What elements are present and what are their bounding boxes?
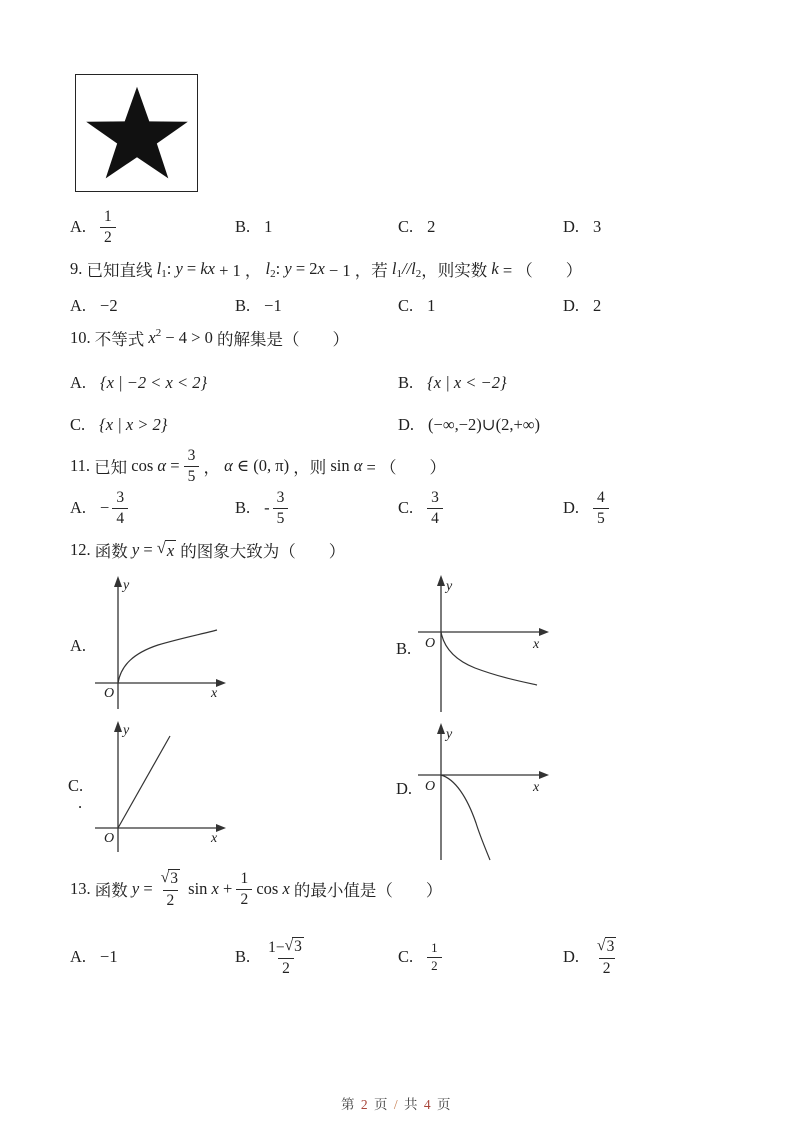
fraction <box>273 489 289 528</box>
math-fn: cos <box>252 879 283 898</box>
option-label: B. <box>235 296 251 315</box>
fraction <box>427 941 442 974</box>
math-var: α <box>353 456 363 475</box>
graph-a-label: A. <box>70 636 87 655</box>
q11-option-d <box>563 484 609 532</box>
option-label: B. <box>235 498 251 517</box>
stem-text: 的最小值是（ ） <box>289 881 443 900</box>
radical-sign: √ <box>597 936 606 954</box>
fraction <box>184 447 200 486</box>
option-label: C. <box>398 217 414 236</box>
star-icon <box>79 78 195 188</box>
fig-option-d <box>563 206 601 248</box>
fraction-denominator: 2 <box>599 958 615 978</box>
option-label: D. <box>563 498 580 517</box>
page-number: 2 <box>360 1097 370 1112</box>
q10-option-a <box>70 364 207 402</box>
fraction <box>100 208 116 247</box>
fraction-numerator: 3 <box>431 488 439 506</box>
numerator-text: 1− <box>268 938 285 956</box>
math-var: l <box>391 259 397 278</box>
stem-text: = <box>139 540 157 559</box>
q13-option-b <box>235 930 308 984</box>
fraction-denominator: 5 <box>273 508 289 528</box>
stem-text: + <box>218 879 237 898</box>
q9-option-a <box>70 292 118 320</box>
option-value: −1 <box>100 947 118 966</box>
fraction-denominator: 2 <box>236 889 252 909</box>
fraction <box>236 870 252 909</box>
q10-option-b <box>398 364 507 402</box>
origin-label: O <box>425 636 436 651</box>
stem-text: + 1 ， <box>214 261 266 280</box>
radical-sign: √ <box>160 868 170 886</box>
math-var: y <box>175 259 183 278</box>
graph-b-label: B. <box>396 639 412 658</box>
stray-dot: . <box>78 793 83 812</box>
fraction-numerator <box>593 937 620 958</box>
fraction-numerator: 3 <box>276 488 285 506</box>
math-var: y <box>131 540 140 559</box>
falling-curve <box>441 775 490 860</box>
math-var: l <box>156 259 162 278</box>
q13-stem <box>70 860 442 918</box>
sqrt-expression <box>157 539 176 560</box>
fig-option-b <box>235 206 272 248</box>
question-number: 9. <box>70 259 87 278</box>
math-var: α <box>224 456 233 475</box>
subscript: 1 <box>161 267 167 280</box>
option-label: A. <box>70 217 87 236</box>
radicand: 3 <box>294 938 302 956</box>
stem-text: = <box>182 259 201 278</box>
radical-sign: √ <box>284 936 294 954</box>
footer-text: 页 <box>432 1097 452 1112</box>
y-axis-arrow <box>437 575 445 586</box>
origin-label: O <box>104 686 115 701</box>
radical-sign: √ <box>156 538 166 558</box>
graph-d-label: D. <box>396 779 413 798</box>
sqrt-expression <box>597 937 616 957</box>
option-label: A. <box>70 947 87 966</box>
stem-text: = 2 <box>291 259 318 278</box>
sqrt-expression <box>161 869 180 889</box>
fraction-denominator: 4 <box>112 508 128 528</box>
fraction-numerator: 3 <box>116 488 125 506</box>
x-axis-label: x <box>211 831 218 846</box>
graph-option-d <box>413 720 555 867</box>
subscript: 2 <box>270 267 276 280</box>
math-var: l <box>265 259 271 278</box>
stem-text: : <box>166 259 176 278</box>
graph-d-plot <box>413 720 555 862</box>
fraction-denominator: 2 <box>100 227 116 247</box>
fraction <box>112 489 128 528</box>
footer-text: 页 <box>369 1097 394 1112</box>
fig-option-a <box>70 206 116 248</box>
option-value: {x | −2 < x < 2} <box>100 373 208 392</box>
fraction-denominator: 2 <box>278 958 294 978</box>
option-label: B. <box>235 947 251 966</box>
fraction-denominator: 2 <box>427 957 442 974</box>
subscript: 2 <box>415 267 422 280</box>
option-label: D. <box>563 296 580 315</box>
fraction <box>264 937 308 978</box>
question-number: 10. <box>70 328 95 347</box>
option-value: {x | x > 2} <box>99 415 168 434</box>
q10-option-c <box>70 406 167 444</box>
superscript: 2 <box>155 326 162 339</box>
footer-text: 第 <box>340 1097 361 1112</box>
option-value: {x | x < −2} <box>427 373 507 392</box>
math-var: y <box>131 879 140 898</box>
fraction-denominator: 5 <box>184 466 200 486</box>
stem-text: 的解集是（ ） <box>216 330 349 349</box>
radicand: x <box>166 540 175 560</box>
page-footer <box>0 1093 793 1113</box>
y-axis-label: y <box>446 727 453 742</box>
y-axis-label: y <box>446 579 453 594</box>
q13-option-c <box>398 930 442 984</box>
fraction <box>157 869 184 910</box>
stem-text: 已知直线 <box>86 261 157 280</box>
sqrt-curve <box>118 630 217 683</box>
x-axis-label: x <box>211 686 218 701</box>
fraction-denominator: 2 <box>163 890 179 910</box>
option-label: A. <box>70 296 87 315</box>
math-var: y <box>284 259 292 278</box>
math-var: x <box>148 328 156 347</box>
math-var: x <box>211 879 219 898</box>
fraction-denominator: 4 <box>427 508 443 528</box>
q11-option-a <box>70 484 128 532</box>
parallel-slashes: // <box>401 259 412 278</box>
straight-line <box>118 736 170 828</box>
fraction-numerator: 4 <box>597 488 605 506</box>
fraction-numerator: 1 <box>431 939 438 955</box>
graph-option-c <box>90 718 232 859</box>
fraction-numerator <box>264 937 308 958</box>
stem-text: ，则 <box>289 458 331 477</box>
q9-option-c <box>398 292 435 320</box>
option-label: D. <box>398 415 415 434</box>
graph-option-b <box>413 572 555 719</box>
question-number: 13. <box>70 879 95 898</box>
stem-text: 不等式 <box>94 330 149 349</box>
x-axis-label: x <box>533 780 540 795</box>
fraction <box>593 489 609 528</box>
origin-label: O <box>104 831 115 846</box>
origin-label: O <box>425 779 436 794</box>
stem-text: ，则实数 <box>421 261 492 280</box>
stem-text: = （ ） <box>498 261 583 280</box>
stem-text: ， <box>199 458 225 477</box>
minus-sign: - <box>264 498 270 517</box>
math-var: α <box>157 456 167 475</box>
stem-text: − 1 ，若 <box>324 261 392 280</box>
graph-b-plot <box>413 572 555 714</box>
math-var: kx <box>200 259 215 278</box>
option-value: 1 <box>427 296 436 315</box>
fraction-denominator: 5 <box>593 508 609 528</box>
math-fn: sin <box>184 879 212 898</box>
stem-text: 函数 <box>94 881 132 900</box>
subscript: 1 <box>396 267 402 280</box>
q9-stem <box>70 256 582 282</box>
radicand: 3 <box>606 938 615 956</box>
x-axis-arrow <box>216 679 226 687</box>
stem-text: 函数 <box>94 542 132 561</box>
option-value: 3 <box>593 217 602 236</box>
option-value: −1 <box>264 296 282 315</box>
footer-slash: / <box>393 1097 400 1112</box>
math-var: l <box>411 259 416 278</box>
fraction-numerator: 1 <box>104 207 112 225</box>
fraction <box>427 489 443 528</box>
y-axis-label: y <box>123 578 130 593</box>
stem-text: = <box>166 456 184 475</box>
graph-option-a <box>90 573 232 716</box>
y-axis-arrow <box>437 723 445 734</box>
q11-option-c <box>398 484 443 532</box>
x-axis-arrow <box>539 771 549 779</box>
fraction <box>593 937 620 978</box>
stem-text: 的图象大致为（ ） <box>176 542 346 561</box>
q13-option-d <box>563 930 620 984</box>
graph-a-plot <box>90 573 232 711</box>
neg-sqrt-curve <box>441 632 537 685</box>
option-label: B. <box>235 217 251 236</box>
q9-option-b <box>235 292 282 320</box>
graph-c-label: C. <box>68 776 84 795</box>
fig-option-c <box>398 206 435 248</box>
total-pages: 4 <box>423 1097 433 1112</box>
option-label: A. <box>70 498 87 517</box>
option-value: 1 <box>264 217 273 236</box>
option-label: D. <box>563 217 580 236</box>
stem-text: : <box>275 259 285 278</box>
question-number: 11. <box>70 456 95 475</box>
math-fn: cos <box>131 456 158 475</box>
option-label: B. <box>398 373 414 392</box>
option-value: 2 <box>593 296 602 315</box>
fraction-numerator: 3 <box>187 446 196 464</box>
math-var: x <box>282 879 290 898</box>
x-axis-arrow <box>216 824 226 832</box>
q10-stem <box>70 324 349 352</box>
stem-text: = （ ） <box>362 458 446 477</box>
q10-option-d <box>398 406 540 444</box>
question-number: 12. <box>70 540 95 559</box>
option-value: 2 <box>427 217 436 236</box>
x-axis-arrow <box>539 628 549 636</box>
question-figure <box>75 74 198 192</box>
stem-text: − 4 > 0 <box>161 328 217 347</box>
option-label: C. <box>398 296 414 315</box>
graph-c-plot <box>90 718 232 854</box>
stem-text: ∈ <box>232 456 254 475</box>
math-var: x <box>317 259 325 278</box>
q13-option-a <box>70 930 118 984</box>
option-label: D. <box>563 947 580 966</box>
math-var: k <box>491 259 499 278</box>
stem-text: 已知 <box>94 458 132 477</box>
x-axis-label: x <box>533 637 540 652</box>
y-axis-arrow <box>114 576 122 587</box>
q9-option-d <box>563 292 601 320</box>
option-label: C. <box>398 947 414 966</box>
radicand: 3 <box>170 870 179 888</box>
stem-text: = <box>139 879 157 898</box>
option-label: C. <box>398 498 414 517</box>
option-value: −2 <box>100 296 118 315</box>
q11-option-b <box>235 484 288 532</box>
footer-text: 共 <box>399 1097 424 1112</box>
fraction-numerator <box>157 869 184 890</box>
math-fn: sin <box>330 456 354 475</box>
option-value: (−∞,−2)∪(2,+∞) <box>428 415 541 434</box>
option-label: C. <box>70 415 86 434</box>
minus-sign: − <box>100 498 110 517</box>
sqrt-expression <box>285 937 304 957</box>
fraction-numerator: 1 <box>240 869 249 887</box>
option-label: A. <box>70 373 87 392</box>
y-axis-label: y <box>123 723 130 738</box>
y-axis-arrow <box>114 721 122 732</box>
q12-stem <box>70 536 345 564</box>
math-interval: (0, π) <box>253 456 290 475</box>
